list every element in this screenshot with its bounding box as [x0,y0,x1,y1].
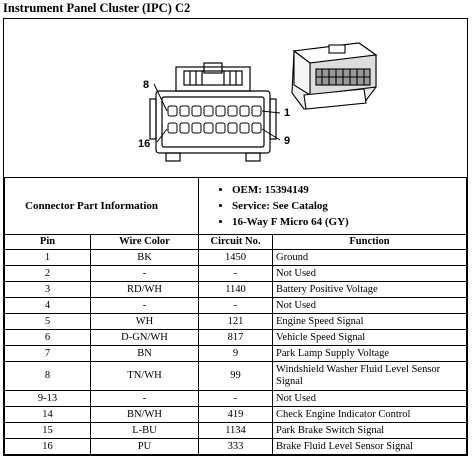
pin-8-label: 8 [143,79,150,91]
header-circuit-no: Circuit No. [199,235,273,250]
circuit-cell: 1134 [199,423,273,439]
pin-cavity [204,123,213,133]
pin-cavity [168,123,177,133]
pin-cell: 14 [5,407,91,423]
table-row [5,423,467,439]
circuit-cell: 121 [199,314,273,330]
circuit-cell: 99 [199,362,273,391]
service-note: • Service: See Catalog [232,198,463,214]
pin-cell: 3 [5,282,91,298]
circuit-cell: 9 [199,346,273,362]
function-cell: Check Engine Indicator Control [273,407,467,423]
table-row [5,391,467,407]
circuit-cell: 1140 [199,282,273,298]
pinout-rows [5,250,467,455]
circuit-cell: 1450 [199,250,273,266]
pin-cavity [228,123,237,133]
connector-type: • 16-Way F Micro 64 (GY) [232,214,463,230]
pin-cell: 16 [5,439,91,455]
pin-cell: 7 [5,346,91,362]
table-row [5,250,467,266]
function-cell: Brake Fluid Level Sensor Signal [273,439,467,455]
connector-sheet [3,18,468,456]
table-row [5,282,467,298]
pin-cell: 2 [5,266,91,282]
pin-cavity [228,106,237,116]
wire-color-cell: - [91,266,199,282]
function-cell: Park Lamp Supply Voltage [273,346,467,362]
table-row [5,439,467,455]
circuit-cell: 419 [199,407,273,423]
function-cell: Vehicle Speed Signal [273,330,467,346]
page-title: Instrument Panel Cluster (IPC) C2 [3,1,191,15]
header-function: Function [273,235,467,250]
pin-1-label: 1 [284,107,291,119]
wire-color-cell: BK [91,250,199,266]
wire-color-cell: L-BU [91,423,199,439]
connector-info-row [5,178,467,235]
table-header-row [5,235,467,250]
function-cell: Engine Speed Signal [273,314,467,330]
wire-color-cell: - [91,391,199,407]
table-row [5,266,467,282]
pin-cavity [180,123,189,133]
wire-color-cell: D-GN/WH [91,330,199,346]
function-cell: Ground [273,250,467,266]
table-row [5,314,467,330]
pin-cavity [252,123,261,133]
function-cell: Windshield Washer Fluid Level Sensor Signal [273,362,467,391]
connector-info-label: Connector Part Information [5,178,199,235]
wire-color-cell: TN/WH [91,362,199,391]
header-pin: Pin [5,235,91,250]
function-cell: Park Brake Switch Signal [273,423,467,439]
pin-cell: 4 [5,298,91,314]
table-row [5,330,467,346]
pin-cavity [216,106,225,116]
pin-cavity [180,106,189,116]
header-wire-color: Wire Color [91,235,199,250]
table-row [5,346,467,362]
table-row [5,362,467,391]
pin-cavity [168,106,177,116]
function-cell: Battery Positive Voltage [273,282,467,298]
pin-cavity [192,106,201,116]
pin-cavity [204,106,213,116]
pin-cavity [240,123,249,133]
table-row [5,407,467,423]
pin-9-label: 9 [284,135,291,147]
pin-cavity [216,123,225,133]
pin-cell: 6 [5,330,91,346]
pin-cavity [240,106,249,116]
pin-cell: 1 [5,250,91,266]
circuit-cell: 333 [199,439,273,455]
pin-cell: 8 [5,362,91,391]
pin-cell: 5 [5,314,91,330]
wire-color-cell: BN/WH [91,407,199,423]
pin-cavity [192,123,201,133]
pinout-table [4,177,467,455]
circuit-cell: - [199,391,273,407]
function-cell: Not Used [273,298,467,314]
circuit-cell: 817 [199,330,273,346]
circuit-cell: - [199,266,273,282]
pin-cavities [168,106,261,133]
connector-info-details [199,178,467,235]
pin-cavity [252,106,261,116]
pin-cell: 15 [5,423,91,439]
circuit-cell: - [199,298,273,314]
connector-isometric-view [292,43,376,109]
wire-color-cell: - [91,298,199,314]
connector-diagram [4,19,467,177]
wire-color-cell: PU [91,439,199,455]
pin-cell: 9-13 [5,391,91,407]
function-cell: Not Used [273,391,467,407]
wire-color-cell: WH [91,314,199,330]
wire-color-cell: BN [91,346,199,362]
table-row [5,298,467,314]
wire-color-cell: RD/WH [91,282,199,298]
pin-16-label: 16 [138,138,151,150]
oem-number: • OEM: 15394149 [232,182,463,198]
function-cell: Not Used [273,266,467,282]
